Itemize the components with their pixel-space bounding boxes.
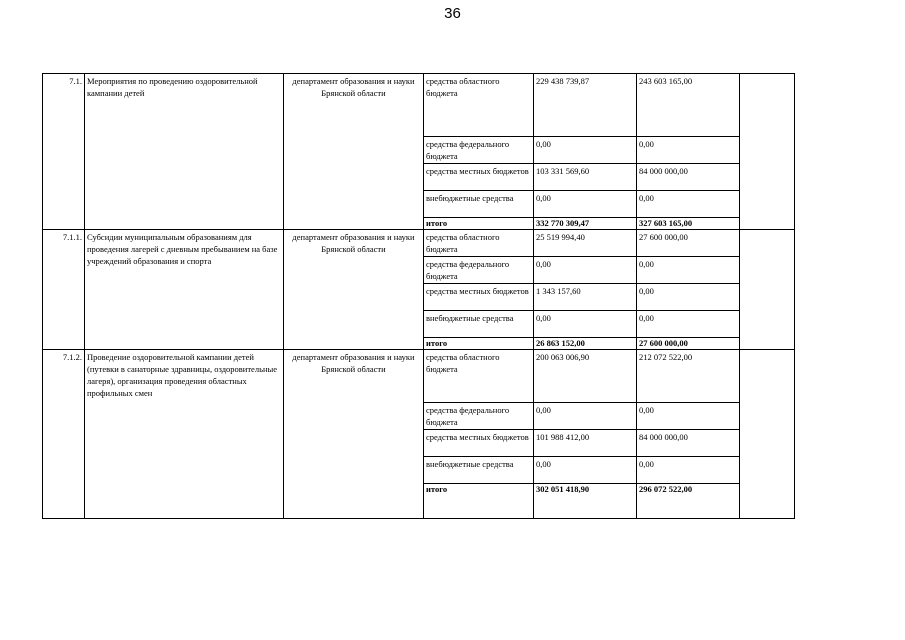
- funding-source: средства областного бюджета: [424, 350, 534, 403]
- funding-source: итого: [424, 484, 534, 519]
- value-col1: 200 063 006,90: [534, 350, 637, 403]
- funding-source: внебюджетные средства: [424, 311, 534, 338]
- value-col2: 0,00: [637, 311, 740, 338]
- table-row: [43, 74, 795, 137]
- item-department: департамент образования и науки Брянской области: [284, 74, 424, 230]
- table-row: [43, 350, 795, 403]
- value-col2: 327 603 165,00: [637, 218, 740, 230]
- value-col2: 27 600 000,00: [637, 230, 740, 257]
- value-col2: 84 000 000,00: [637, 430, 740, 457]
- value-col2: 84 000 000,00: [637, 164, 740, 191]
- funding-source: средства местных бюджетов: [424, 164, 534, 191]
- budget-table: [42, 73, 795, 519]
- empty-cell: [740, 350, 795, 519]
- value-col1: 332 770 309,47: [534, 218, 637, 230]
- value-col1: 0,00: [534, 137, 637, 164]
- funding-source: средства федерального бюджета: [424, 257, 534, 284]
- value-col1: 0,00: [534, 457, 637, 484]
- value-col1: 0,00: [534, 257, 637, 284]
- value-col1: 103 331 569,60: [534, 164, 637, 191]
- value-col2: 212 072 522,00: [637, 350, 740, 403]
- value-col1: 26 863 152,00: [534, 338, 637, 350]
- value-col1: 0,00: [534, 403, 637, 430]
- funding-source: средства федерального бюджета: [424, 403, 534, 430]
- value-col1: 229 438 739,87: [534, 74, 637, 137]
- item-number: 7.1.1.: [43, 230, 85, 350]
- table-row: [43, 230, 795, 257]
- value-col1: 0,00: [534, 191, 637, 218]
- page-number: 36: [444, 5, 461, 22]
- funding-source: итого: [424, 338, 534, 350]
- item-number: 7.1.2.: [43, 350, 85, 519]
- value-col1: 302 051 418,90: [534, 484, 637, 519]
- funding-source: средства федерального бюджета: [424, 137, 534, 164]
- funding-source: внебюджетные средства: [424, 191, 534, 218]
- value-col2: 0,00: [637, 257, 740, 284]
- value-col1: 25 519 994,40: [534, 230, 637, 257]
- value-col2: 0,00: [637, 284, 740, 311]
- funding-source: внебюджетные средства: [424, 457, 534, 484]
- empty-cell: [740, 74, 795, 230]
- value-col2: 0,00: [637, 137, 740, 164]
- funding-source: средства областного бюджета: [424, 74, 534, 137]
- funding-source: средства местных бюджетов: [424, 430, 534, 457]
- funding-source: средства областного бюджета: [424, 230, 534, 257]
- item-department: департамент образования и науки Брянской области: [284, 350, 424, 519]
- value-col2: 0,00: [637, 403, 740, 430]
- value-col1: 101 988 412,00: [534, 430, 637, 457]
- value-col2: 0,00: [637, 191, 740, 218]
- item-name: Субсидии муниципальным образованиям для проведения лагерей с дневным пребыванием на базе учреждений образования и спорта: [85, 230, 284, 350]
- value-col2: 27 600 000,00: [637, 338, 740, 350]
- value-col2: 0,00: [637, 457, 740, 484]
- item-department: департамент образования и науки Брянской области: [284, 230, 424, 350]
- funding-source: итого: [424, 218, 534, 230]
- value-col2: 243 603 165,00: [637, 74, 740, 137]
- item-name: Проведение оздоровительной кампании детей (путевки в санаторные здравницы, оздоровительные лагеря), организация проведения областных профильных смен: [85, 350, 284, 519]
- item-name: Мероприятия по проведению оздоровительной кампании детей: [85, 74, 284, 230]
- value-col2: 296 072 522,00: [637, 484, 740, 519]
- value-col1: 0,00: [534, 311, 637, 338]
- item-number: 7.1.: [43, 74, 85, 230]
- funding-source: средства местных бюджетов: [424, 284, 534, 311]
- value-col1: 1 343 157,60: [534, 284, 637, 311]
- empty-cell: [740, 230, 795, 350]
